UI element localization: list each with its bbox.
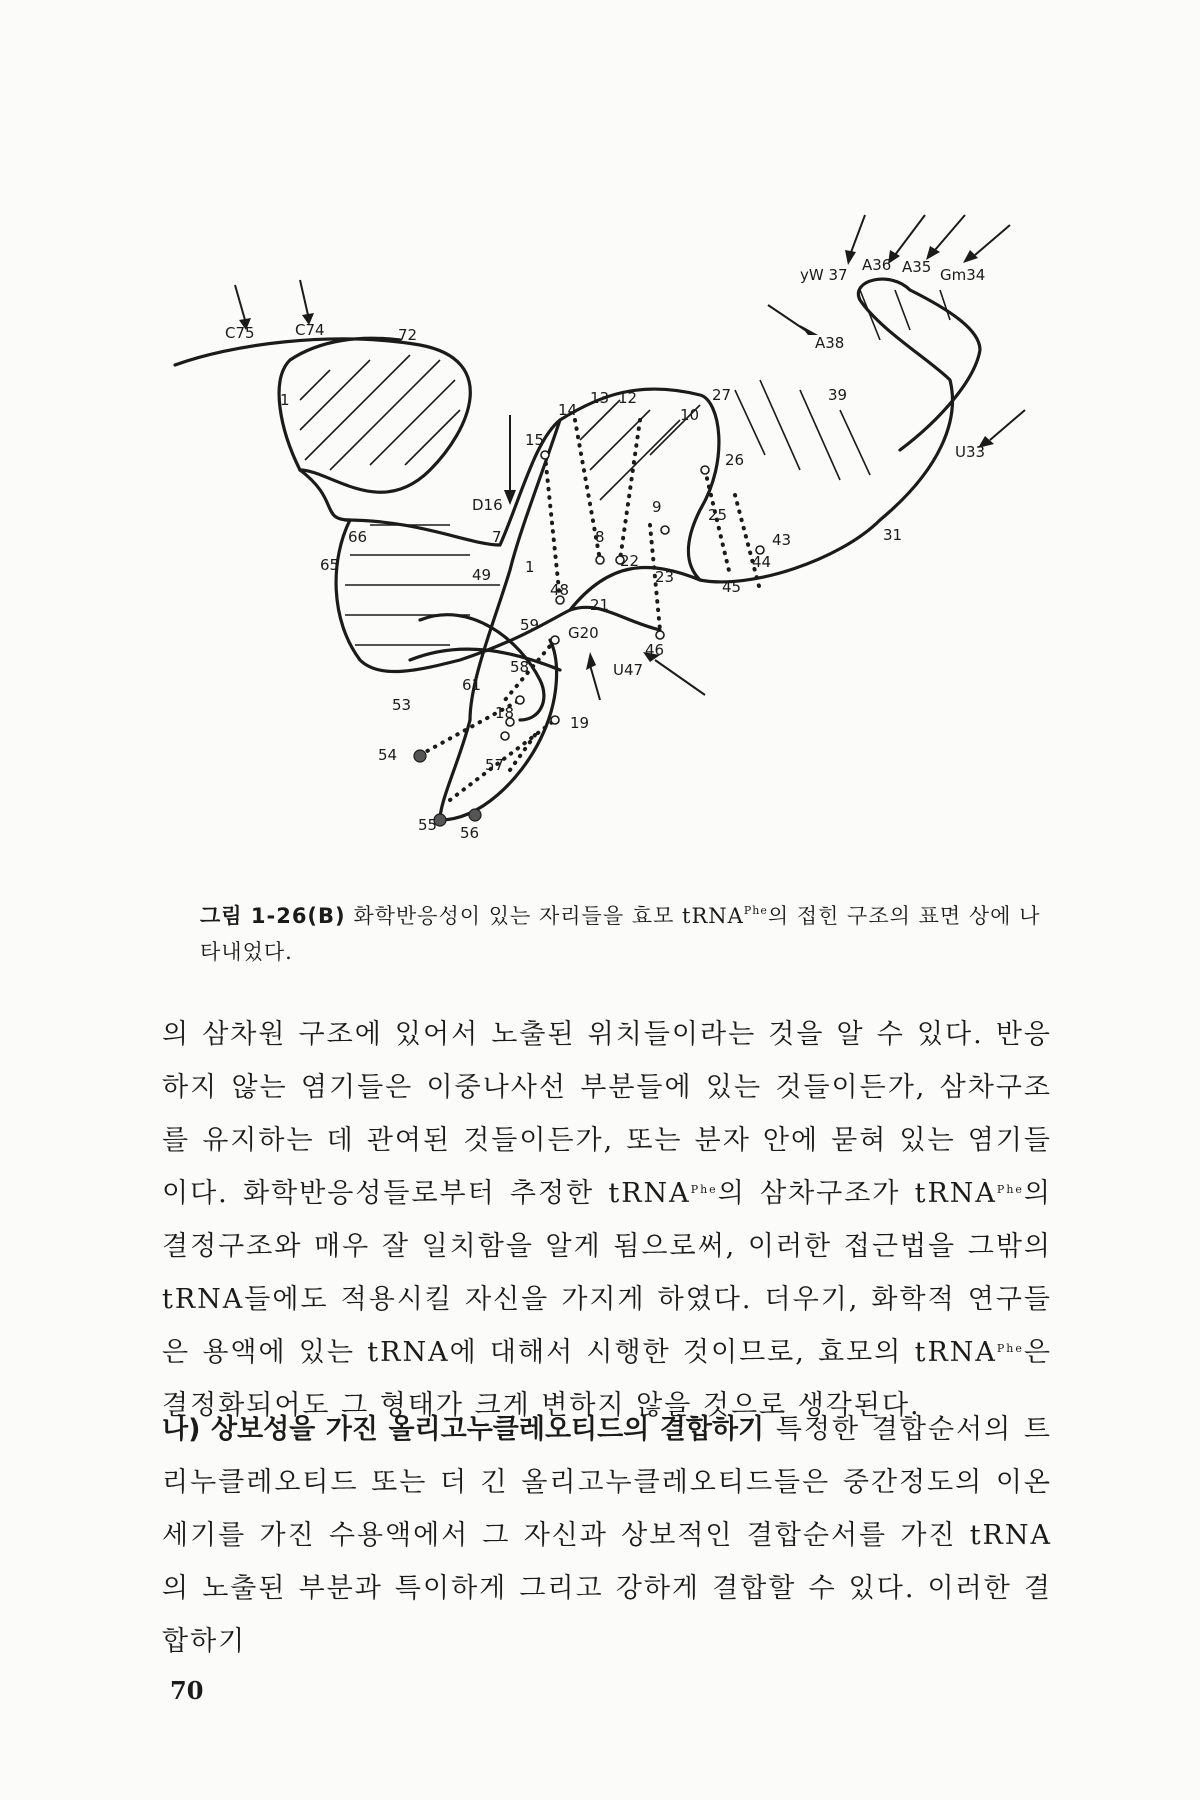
label-31: 31: [883, 526, 903, 544]
trna-structure-figure: [0, 0, 1200, 880]
paragraph-1-sup-3: Phe: [996, 1342, 1024, 1355]
label-49: 49: [472, 566, 492, 584]
caption-superscript: Phe: [743, 904, 768, 917]
label-54: 54: [378, 746, 398, 764]
label-46: 46: [645, 641, 665, 659]
label-27: 27: [712, 386, 732, 404]
label-61: 61: [462, 676, 482, 694]
label-a36: A36: [862, 256, 892, 274]
label-55: 55: [418, 816, 438, 834]
paragraph-1-part-4: 은 결정화되어도 그 형태가 크게 변하지 않을 것으로 생각된다.: [162, 1337, 1052, 1421]
caption-text-2: 의 접힌 구조의 표면 상에 나타내었다.: [200, 904, 1041, 964]
label-10: 10: [680, 406, 700, 424]
label-21: 21: [590, 596, 610, 614]
label-59: 59: [520, 616, 540, 634]
backbone: [175, 279, 980, 820]
paragraph-2-text: 특정한 결합순서의 트리누클레오티드 또는 더 긴 올리고누클레오티드들은 중간정도의 이온세기를 가진 수용액에서 그 자신과 상보적인 결합순서를 가진 tRNA의 노출된 부분과 특이하게 그리고 강하게 결합할 수 있다. 이러한 결합하기: [162, 1414, 1052, 1657]
label-22: 22: [620, 552, 640, 570]
label-48: 48: [550, 581, 570, 599]
label-39: 39: [828, 386, 848, 404]
label-yw37: yW 37: [800, 266, 848, 284]
label-1: 1: [280, 391, 290, 409]
label-45: 45: [722, 578, 742, 596]
section-heading: 나) 상보성을 가진 올리고누클레오티드의 결합하기: [162, 1414, 765, 1445]
label-gm34: Gm34: [940, 266, 986, 284]
caption-text-1: 화학반응성이 있는 자리들을 효모 tRNA: [353, 904, 744, 928]
label-23: 23: [655, 568, 675, 586]
label-57: 57: [485, 756, 505, 774]
label-58: 58: [510, 658, 530, 676]
paragraph-2: [162, 1403, 1052, 1668]
label-1b: 1: [525, 558, 535, 576]
paragraph-1-part-2: 의 삼차구조가 tRNA: [717, 1178, 997, 1209]
paragraph-1-sup-2: Phe: [996, 1183, 1024, 1196]
label-65: 65: [320, 556, 340, 574]
label-19: 19: [570, 714, 590, 732]
paragraph-1-part-1: 의 삼차원 구조에 있어서 노출된 위치들이라는 것을 알 수 있다. 반응하지 않는 염기들은 이중나사선 부분들에 있는 것들이든가, 삼차구조를 유지하는 데 관여된 것들이든가, 또는 분자 안에 묻혀 있는 염기들이다. 화학반응성들로부터 추정한 tRNA: [162, 1019, 1052, 1209]
label-53: 53: [392, 696, 412, 714]
label-14: 14: [558, 401, 578, 419]
label-13: 13: [590, 389, 610, 407]
label-a38: A38: [815, 334, 845, 352]
label-u47: U47: [613, 661, 644, 679]
trna-diagram: [0, 0, 1200, 880]
label-12: 12: [618, 389, 638, 407]
label-18: 18: [495, 704, 515, 722]
label-44: 44: [752, 553, 772, 571]
label-c75: C75: [225, 324, 255, 342]
label-66: 66: [348, 528, 368, 546]
label-u33: U33: [955, 443, 986, 461]
page-number: 70: [170, 1676, 204, 1705]
paragraph-1: [162, 1008, 1052, 1432]
label-c74: C74: [295, 321, 325, 339]
label-72: 72: [398, 326, 418, 344]
label-g20: G20: [568, 624, 599, 642]
label-43: 43: [772, 531, 792, 549]
paragraph-1-part-3: 의 결정구조와 매우 잘 일치함을 알게 됨으로써, 이러한 접근법을 그밖의 tRNA들에도 적용시킬 자신을 가지게 하였다. 더우기, 화학적 연구들은 용액에 있는 tRNA에 대해서 시행한 것이므로, 효모의 tRNA: [162, 1178, 1053, 1368]
label-15: 15: [525, 431, 545, 449]
anticodon-stem-hatch: [735, 290, 950, 480]
label-9: 9: [652, 498, 662, 516]
label-7: 7: [492, 528, 502, 546]
figure-caption: [200, 898, 1060, 970]
label-a35: A35: [902, 258, 932, 276]
paragraph-1-sup-1: Phe: [690, 1183, 718, 1196]
label-56: 56: [460, 824, 480, 842]
label-25: 25: [708, 506, 728, 524]
label-d16: D16: [472, 496, 503, 514]
figure-number: 그림 1-26(B): [200, 904, 346, 928]
label-26: 26: [725, 451, 745, 469]
label-8: 8: [595, 528, 605, 546]
